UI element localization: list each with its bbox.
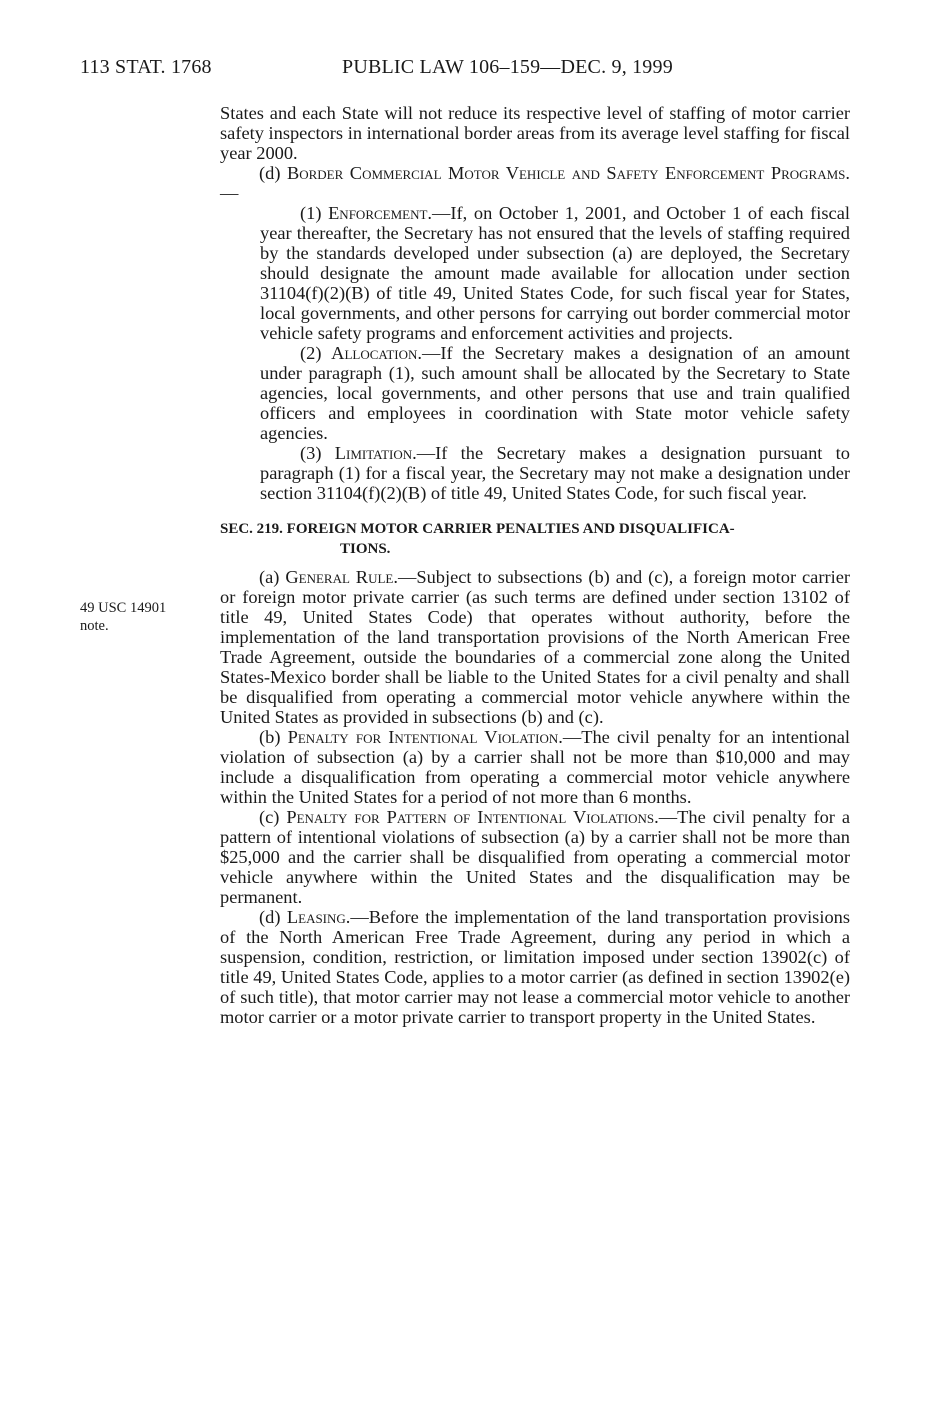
section-heading (220, 519, 850, 559)
paragraph-d1-text: —If, on October 1, 2001, and October 1 of each fiscal year thereafter, the Secretary has not ensured that the levels of staffing required by the standards developed under subsection (a) are deployed, the Secretary should designate the amount made available for allocation under section 31104(f)(2)(B) of title 49, United States Code, for such fiscal year for States, local governments, and other persons for carrying out border commercial motor vehicle safety programs and enforcement activities and projects. (260, 203, 850, 343)
margin-note-line-1: 49 USC 14901 (80, 600, 167, 616)
subsection-d-heading: Border Commercial Motor Vehicle and Safety Enforcement Programs.— (220, 163, 850, 203)
section-heading-line-2: TIONS. (340, 541, 391, 557)
subsection-b-label: (b) (259, 727, 281, 747)
paragraph-d2-label: (2) (300, 343, 322, 363)
stat-reference: 113 STAT. 1768 (80, 56, 212, 78)
subsection-d-leasing (220, 907, 850, 1027)
subsection-c-label: (c) (259, 807, 280, 827)
subsection-b-heading: Penalty for Intentional Violation. (287, 727, 563, 747)
subsection-b-text: —The civil penalty for an intentional violation of subsection (a) by a carrier shall not be more than $10,000 and may include a disqualification from operating a commercial motor vehicle anywhere within the United States for a period of not more than 6 months. (220, 727, 850, 807)
subsection-c-text: —The civil penalty for a pattern of intentional violations of subsection (a) by a carrier shall not be more than $25,000 and the carrier shall be disqualified from operating a commercial motor vehicle anywhere within the United States and the disqualification may be permanent. (220, 807, 851, 907)
subsection-a (220, 567, 850, 727)
paragraph-d3 (220, 443, 850, 503)
continuation-text: States and each State will not reduce its respective level of staffing of motor carrier safety inspectors in international border areas from its average level staffing for fiscal year 2000. (220, 103, 850, 163)
subsection-c (220, 807, 850, 907)
document-body (220, 103, 850, 1027)
subsection-d-leasing-text: —Before the implementation of the land transportation provisions of the North American Free Trade Agreement, during any period in which a suspension, condition, restriction, or limitation imposed under section 13902(c) of title 49, United States Code, applies to a motor carrier (as defined in section 13902(e) of such title), that motor carrier may not lease a commercial motor vehicle to another motor carrier or a motor private carrier to transport property in the United States. (220, 907, 850, 1027)
subsection-d-label: (d) (259, 163, 281, 183)
paragraph-d1-label: (1) (300, 203, 322, 223)
paragraph-d1 (220, 203, 850, 343)
paragraph-d3-label: (3) (300, 443, 322, 463)
paragraph-d3-text: —If the Secretary makes a designation pursuant to paragraph (1) for a fiscal year, the Secretary may not make a designation under section 31104(f)(2)(B) of title 49, United States Code, for such fiscal year. (260, 443, 850, 503)
paragraph-d1-heading: Enforcement. (328, 203, 433, 223)
public-law-reference: PUBLIC LAW 106–159—DEC. 9, 1999 (342, 56, 673, 78)
paragraph-d2-text: —If the Secretary makes a designation of an amount under paragraph (1), such amount shall be allocated by the Secretary to State agencies, local governments, and other persons that use and train qualified officers and employees in coordination with State motor vehicle safety agencies. (260, 343, 850, 443)
paragraph-d2-heading: Allocation. (331, 343, 422, 363)
subsection-d-leasing-label: (d) (259, 907, 281, 927)
paragraph-d3-heading: Limitation. (334, 443, 417, 463)
subsection-a-label: (a) (259, 567, 280, 587)
subsection-d (220, 163, 850, 203)
continuation-paragraph (220, 103, 850, 163)
subsection-a-text: —Subject to subsections (b) and (c), a foreign motor carrier or foreign motor private carrier (as such terms are defined under section 13102 of title 49, United States Code) that operates without authority, before the implementation of the land transportation provisions of the North American Free Trade Agreement, outside the boundaries of a commercial zone along the United States-Mexico border shall be liable to the United States for a civil penalty and shall be disqualified from operating a commercial motor vehicle anywhere within the United States as provided in subsections (b) and (c). (220, 567, 850, 727)
margin-note (80, 599, 200, 635)
subsection-a-heading: General Rule. (285, 567, 398, 587)
section-heading-line-1: SEC. 219. FOREIGN MOTOR CARRIER PENALTIES AND DISQUALIFICA- (220, 521, 735, 537)
subsection-b (220, 727, 850, 807)
subsection-d-leasing-heading: Leasing. (286, 907, 351, 927)
paragraph-d2 (220, 343, 850, 443)
margin-note-line-2: note. (80, 618, 109, 634)
subsection-c-heading: Penalty for Pattern of Intentional Violations. (286, 807, 659, 827)
